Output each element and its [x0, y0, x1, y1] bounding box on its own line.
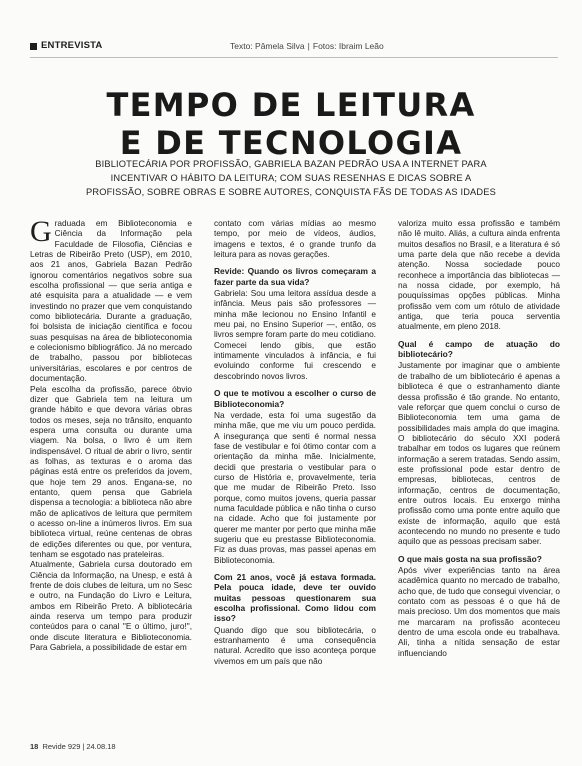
paragraph: valoriza muito essa profissão e também não lê muito. Aliás, a cultura ainda enfrenta muitos desafios no Brasil, e a literatura é só uma parte dela que não recebe a devida atenção. Nossa sociedade pouco reconhece a importância das bibliotecas — na nossa cidade, por exemplo, há pouquíssimas opções públicas. Minha profissão vem com um rótulo de atividade antiga, que teria pouca serventia atualmente, em pleno 2018. — [398, 218, 560, 332]
column-2 — [214, 218, 376, 736]
question: Qual é campo de atuação do bibliotecário? — [398, 338, 560, 360]
column-1 — [30, 218, 192, 736]
credit-text: Texto: Pâmela Silva — [230, 41, 305, 51]
question: Revide: Quando os livros começaram a fazer parte da sua vida? — [214, 266, 376, 287]
header-divider — [30, 57, 558, 58]
article-subtitle: BIBLIOTECÁRIA POR PROFISSÃO, GABRIELA BAZAN PEDRÃO USA A INTERNET PARA INCENTIVAR O HÁBITO DA LEITURA; COM SUAS RESENHAS E DICAS SOBRE A PROFISSÃO, SOBRE OBRAS E SOBRE AUTORES, CONQUISTA FÃS DE TODAS AS IDADES — [86, 159, 496, 198]
question: Com 21 anos, você já estava formada. Pela pouca idade, deve ter ouvido muitas pessoas questionarem sua escolha profissional. Como lidou com isso? — [214, 572, 376, 624]
page-header — [30, 40, 558, 62]
page-footer — [30, 742, 116, 752]
section-tag — [30, 40, 102, 52]
paragraph-text: raduada em Biblioteconomia e Ciência da Informação pela Faculdade de Filosofia, Ciências e Letras de Ribeirão Preto (USP), em 2010, aos 21 anos, Gabriela Bazan Pedrão ignorou comentários negativos sobre sua escolha profissional — que seria antiga e até esquisita para a atualidade — e vem investindo no prazer que vem conquistando como bibliotecária. Durante a graduação, foi bolsista de iniciação científica e focou suas pesquisas na área de biblioteconomia e colecionismo bibliográfico. Já no mercado de trabalho, passou por bibliotecas universitárias, escolares e por centros de documentação. — [30, 218, 192, 384]
paragraph: Pela escolha da profissão, parece óbvio dizer que Gabriela tem na leitura um grande hábito e que devora várias obras todos os meses, seja no trânsito, enquanto espera uma consulta ou durante uma viagem. Na bolsa, o livro é um item indispensável. O ritual de abrir o livro, sentir as folhas, as texturas e o aroma das páginas está entre os preferidos da jovem, que hoje tem 29 anos. Engana-se, no entanto, quem pensa que Gabriela dispensa a tecnologia: a biblioteca não abre mão de aplicativos de leitura que permitem o acesso on-line a inúmeros livros. Em sua biblioteca virtual, reúne centenas de obras de edições diferentes ou que, por ventura, tenham se esgotado nas prateleiras. — [30, 383, 192, 559]
credit-separator: | — [307, 41, 310, 51]
title-line-2: E DE TECNOLOGIA — [119, 124, 463, 162]
square-bullet-icon — [30, 43, 37, 50]
title-line-1: TEMPO DE LEITURA — [106, 86, 476, 124]
paragraph — [30, 218, 192, 384]
article-body — [30, 218, 558, 736]
question: O que te motivou a escolher o curso de Biblioteconomia? — [214, 388, 376, 409]
paragraph: Atualmente, Gabriela cursa doutorado em Ciência da Informação, na Unesp, e está à frente de dois clubes de leitura, um no Sesc e outro, na Fundação do Livro e Leitura, ambos em Ribeirão Preto. A bibliotecária ainda reserva um tempo para produzir conteúdos para o canal "E o último, juro!", onde discute literatura e Biblioteconomia. Para Gabriela, a possibilidade de estar em — [30, 559, 192, 653]
column-3 — [398, 218, 560, 736]
credits — [230, 40, 384, 52]
paragraph: Na verdade, esta foi uma sugestão da minha mãe, que me viu um pouco perdida. A insegurança que senti é normal nessa fase de vestibular e foi ótimo contar com a orientação da minha mãe. Inicialmente, decidi que prestaria o vestibular para o curso de História e, provavelmente, teria que me mudar de Ribeirão Preto. Isso porque, como muitos jovens, queria passar numa faculdade pública e não tinha o curso na cidade. Acho que foi justamente por querer me manter por perto que minha mãe sugeriu que eu prestasse Biblioteconomia. Fiz as duas provas, mas passei apenas em Biblioteconomia. — [214, 409, 376, 565]
section-label: ENTREVISTA — [41, 40, 103, 51]
paragraph: Justamente por imaginar que o ambiente de trabalho de um bibliotecário é apenas a biblioteca é que o estranhamento diante dessa profissão é tão grande. No entanto, vale reforçar que quem conclui o curso de Biblioteconomia tem uma gama de possibilidades mais ampla do que imagina. O bibliotecário do século XXI poderá trabalhar em todos os lugares que reúnem informação a serem tratadas. Sendo assim, este profissional pode estar dentro de empresas, bibliotecas, centros de informação, centros de documentação, entre outros locais. Eu enxergo minha profissão como uma ponte entre aquilo que existe de informação, aquilo que está acontecendo no mundo no presente e tudo aquilo que as pessoas precisam saber. — [398, 360, 560, 547]
drop-cap: G — [30, 218, 52, 248]
page-number: 18 — [30, 742, 39, 751]
magazine-issue: Revide 929 — [42, 742, 81, 751]
paragraph: Quando digo que sou bibliotecária, o estranhamento é uma consequência natural. Acredito que isso aconteça porque vivemos em um país que não — [214, 624, 376, 666]
paragraph: Gabriela: Sou uma leitora assídua desde a infância. Meus pais são professores — minha mãe lecionou no Ensino Infantil e meu pai, no Ensino Superior —, então, os livros sempre foram parte do meu cotidiano. Comecei lendo gibis, que estão intimamente vinculados à infância, e fui evoluindo conforme fui crescendo e descobrindo novos livros. — [214, 288, 376, 381]
paragraph: Após viver experiências tanto na área acadêmica quanto no mercado de trabalho, acho que, de tudo que consegui vivenciar, o contato com as pessoas é o que há de mais precioso. Um dos momentos que mais me marcaram na profissão aconteceu dentro de uma escola onde eu trabalhava. Ali, tinha a nítida sensação de estar influenciando — [398, 565, 560, 658]
credit-photos: Fotos: Ibraim Leão — [312, 41, 384, 51]
question: O que mais gosta na sua profissão? — [398, 553, 542, 564]
issue-date: 24.08.18 — [86, 742, 116, 751]
footer-separator: | — [82, 742, 85, 751]
article-title — [30, 86, 552, 162]
paragraph: contato com várias mídias ao mesmo tempo, por meio de vídeos, áudios, imagens e textos, é o grande trunfo da leitura para as novas gerações. — [214, 218, 376, 260]
